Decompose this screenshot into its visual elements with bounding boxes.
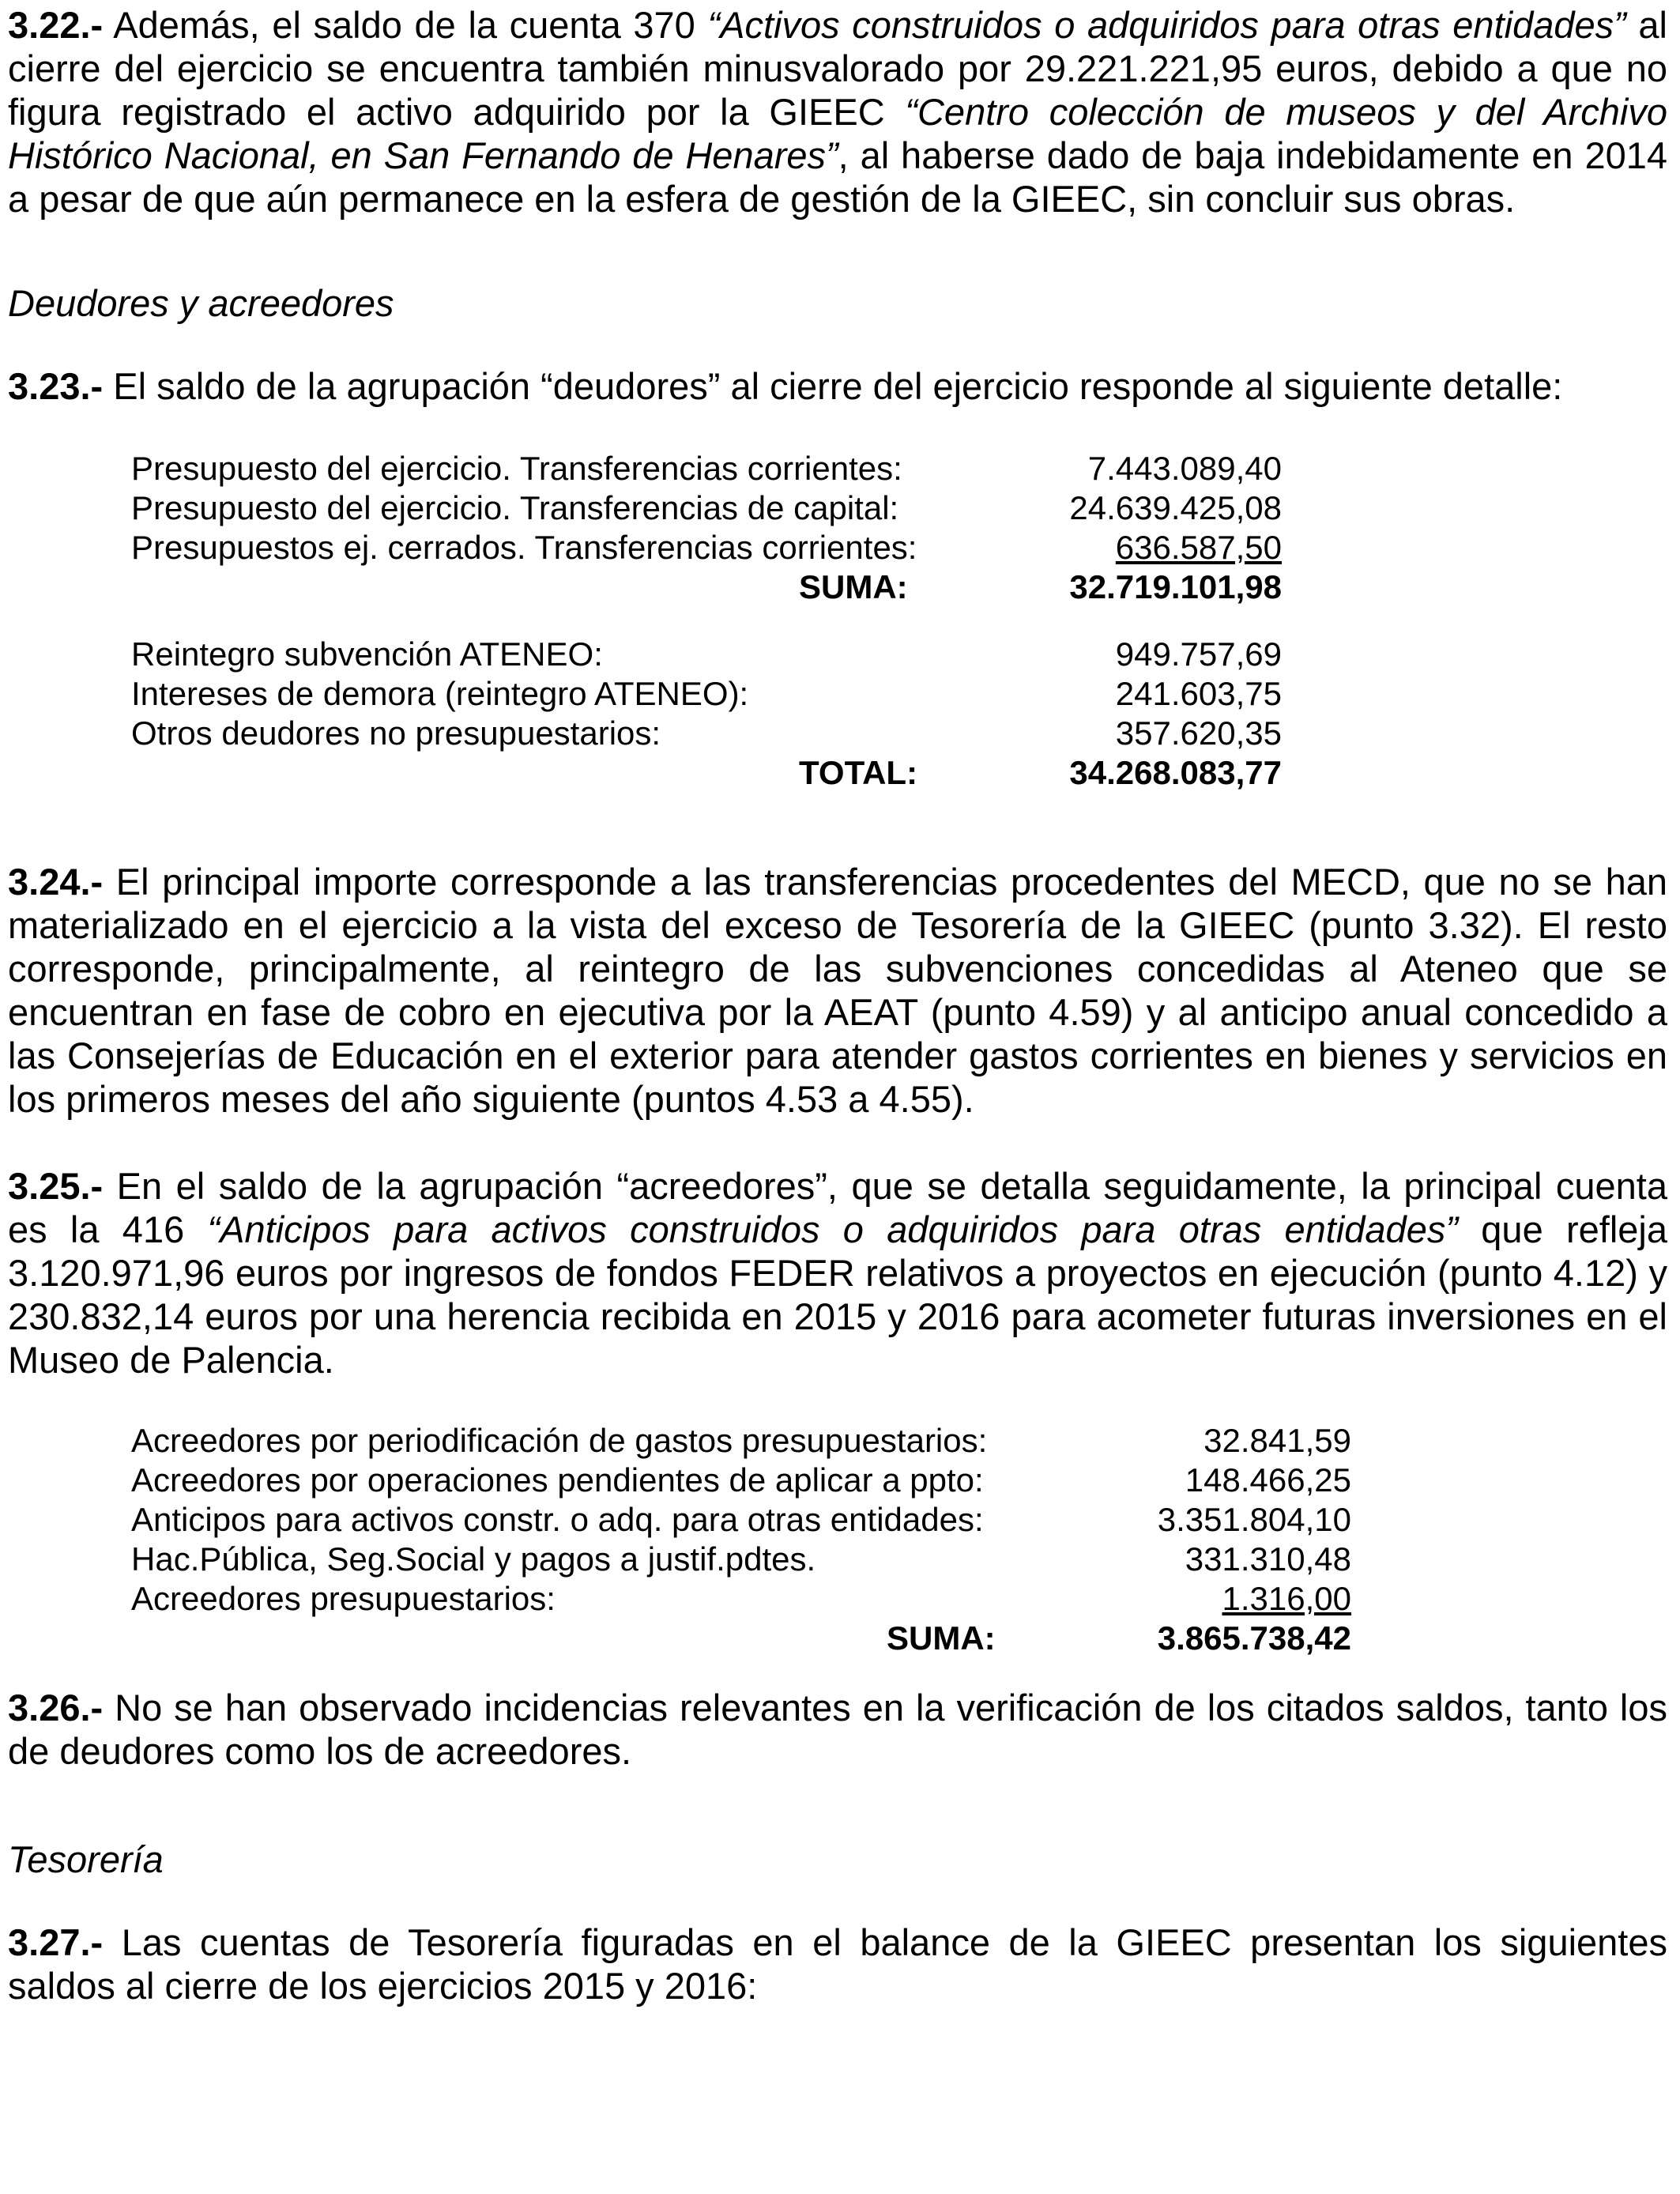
paragraph-number: 3.27.- [8, 1921, 104, 1963]
paragraph-text: En el saldo de la agrupación “acreedores”, que se detalla seguidamente, la principal cuenta es la 416 [8, 1165, 1667, 1250]
paragraph-text: Las cuentas de Tesorería figuradas en el balance de la GIEEC presentan los siguientes saldos al cierre de los ejercicios 2015 y 2016: [8, 1921, 1667, 2007]
row-value: 1.316,00 [1222, 1580, 1351, 1617]
paragraph-3-25 [8, 1164, 1667, 1382]
table-row [131, 527, 1282, 568]
row-value: 3.351.804,10 [1157, 1501, 1351, 1538]
suma-label: SUMA: [887, 1619, 996, 1657]
table-row [131, 634, 1282, 675]
paragraph-number: 3.23.- [8, 365, 104, 407]
asset-name-italic: “Centro colección de museos y del Archivo Histórico Nacional, en San Fernando de Henares” [8, 91, 1667, 176]
paragraph-text: No se han observado incidencias relevantes en la verificación de los citados saldos, tanto los de deudores como los de acreedores. [8, 1687, 1667, 1772]
row-value: 32.841,59 [1203, 1422, 1351, 1459]
section-heading-tesoreria: Tesorería [8, 1838, 164, 1880]
row-label: Otros deudores no presupuestarios: [131, 714, 661, 752]
paragraph-3-27 [8, 1921, 1667, 2007]
table-row [131, 713, 1282, 754]
paragraph-text: El saldo de la agrupación “deudores” al cierre del ejercicio responde al siguiente detalle: [103, 365, 1563, 407]
paragraph-3-23 [8, 364, 1667, 408]
row-label: Acreedores presupuestarios: [131, 1580, 556, 1617]
total-label: TOTAL: [799, 754, 918, 791]
table-row [131, 1578, 1351, 1619]
paragraph-text: que refleja 3.120.971,96 euros por ingresos de fondos FEDER relativos a proyectos en ejecución (punto 4.12) y 230.832,14 euros por una herencia recibida en 2015 y 2016 para acometer futuras inversiones en el Museo de Palencia. [8, 1208, 1668, 1381]
table-row [131, 1539, 1351, 1580]
table-row [131, 448, 1282, 489]
row-label: Acreedores por operaciones pendientes de aplicar a ppto: [131, 1461, 984, 1498]
account-name-italic: “Anticipos para activos construidos o adquiridos para otras entidades” [207, 1208, 1458, 1250]
row-value: 7.443.089,40 [1087, 450, 1282, 487]
row-label: Intereses de demora (reintegro ATENEO): [131, 675, 749, 712]
total-row [131, 752, 1282, 794]
suma-row [131, 567, 1282, 608]
row-label: Presupuesto del ejercicio. Transferencias corrientes: [131, 450, 902, 487]
table-row [131, 1460, 1351, 1501]
row-label: Presupuestos ej. cerrados. Transferencias corrientes: [131, 529, 917, 566]
paragraph-text: , al haberse dado de baja indebidamente en 2014 a pesar de que aún permanece en la esfera de gestión de la GIEEC, sin concluir sus obras. [8, 134, 1667, 220]
suma-underline [887, 1618, 1351, 1659]
row-value: 331.310,48 [1185, 1540, 1351, 1578]
paragraph-text: El principal importe corresponde a las transferencias procedentes del MECD, que no se han materializado en el ejercicio a la vista del exceso de Tesorería de la GIEEC (punto 3.32). El resto corresponde, principalmente, al reintegro de las subvenciones concedidas al Ateneo que se encuentran en fase de cobro en ejecutiva por la AEAT (punto 4.59) y al anticipo anual concedido a las Consejerías de Educación en el exterior para atender gastos corrientes en bienes y servicios en los primeros meses del año siguiente (puntos 4.53 a 4.55). [8, 861, 1667, 1120]
row-value: 636.587,50 [1115, 529, 1282, 566]
paragraph-number: 3.26.- [8, 1687, 104, 1728]
suma-label: SUMA: [799, 568, 908, 605]
row-label: Presupuesto del ejercicio. Transferencias de capital: [131, 489, 899, 526]
row-value: 949.757,69 [1115, 635, 1282, 673]
row-value: 357.620,35 [1115, 714, 1282, 752]
paragraph-number: 3.25.- [8, 1165, 104, 1207]
account-name-italic: “Activos construidos o adquiridos para otras entidades” [707, 4, 1626, 46]
row-label: Acreedores por periodificación de gastos presupuestarios: [131, 1422, 988, 1459]
acreedores-table [131, 1420, 1351, 1665]
row-label: Hac.Pública, Seg.Social y pagos a justif.pdtes. [131, 1540, 816, 1578]
table-row [131, 673, 1282, 714]
paragraph-3-24 [8, 860, 1667, 1121]
row-value: 24.639.425,08 [1069, 489, 1282, 526]
total-underline [799, 752, 1282, 794]
table-row [131, 1499, 1351, 1540]
deudores-table [131, 448, 1282, 796]
paragraph-number: 3.24.- [8, 861, 104, 903]
paragraph-3-22 [8, 3, 1667, 221]
total-value: 34.268.083,77 [1069, 754, 1282, 791]
table-row [131, 488, 1282, 529]
paragraph-text: al cierre del ejercicio se encuentra también minusvalorado por 29.221.221,95 euros, debido a que no figura registrado el activo adquirido por la GIEEC [8, 4, 1667, 133]
paragraph-text: Además, el saldo de la cuenta 370 [103, 4, 708, 46]
suma-value: 3.865.738,42 [1157, 1619, 1351, 1657]
paragraph-3-26 [8, 1686, 1667, 1773]
row-label: Reintegro subvención ATENEO: [131, 635, 603, 673]
table-row [131, 1420, 1351, 1461]
row-label: Anticipos para activos constr. o adq. para otras entidades: [131, 1501, 984, 1538]
row-value: 148.466,25 [1185, 1461, 1351, 1498]
paragraph-number: 3.22.- [8, 4, 104, 46]
suma-underline [799, 567, 1282, 608]
suma-row [131, 1618, 1351, 1659]
section-heading-deudores: Deudores y acreedores [8, 282, 394, 324]
row-value: 241.603,75 [1115, 675, 1282, 712]
suma-value: 32.719.101,98 [1069, 568, 1282, 605]
